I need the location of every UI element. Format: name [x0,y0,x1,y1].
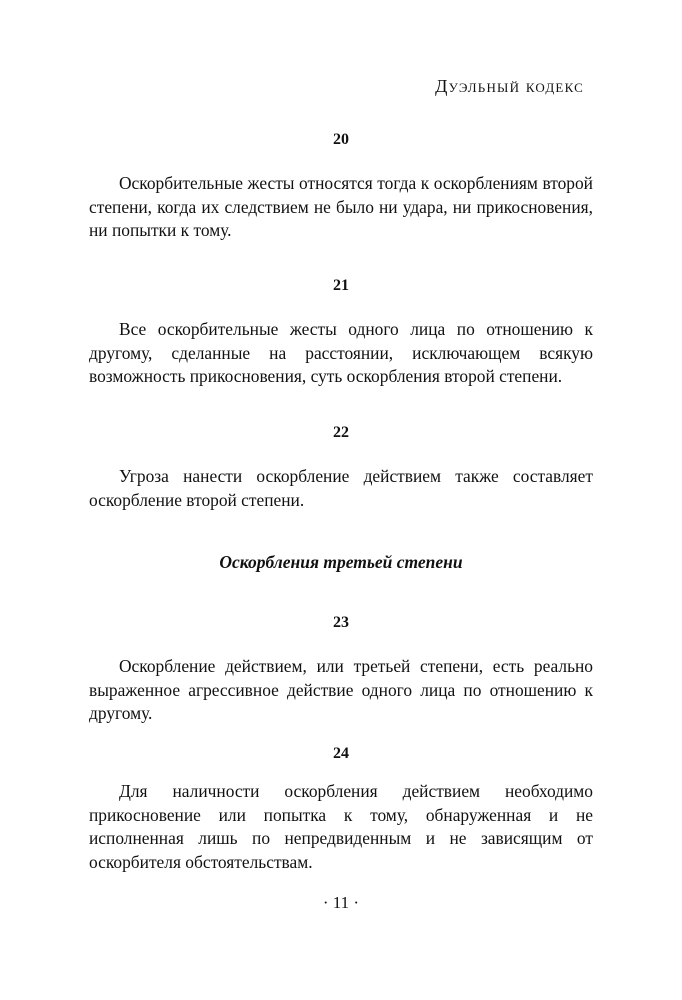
section-title: Оскорбления третьей степени [219,552,463,572]
article-text-21: Все оскорбительные жесты одного лица по отношению к другому, сделанные на расстоянии, исключающем всякую возможность прикосновения, суть оскорбления второй степени. [89,319,593,386]
running-header: Дуэльный кодекс [435,76,584,96]
article-text-20: Оскорбительные жесты относятся тогда к оскорблениям второй степени, когда их следствием не было ни удара, ни прикосновения, ни попытки к тому. [89,173,593,240]
article-number-23: 23 [333,614,349,631]
article-text-23: Оскорбление действием, или третьей степени, есть реально выраженное агрессивное действие одного лица по отношению к другому. [89,656,593,723]
article-text-22: Угроза нанести оскорбление действием также составляет оскорбление второй степени. [89,466,593,510]
article-number-20: 20 [333,131,349,148]
article-text-24: Для наличности оскорбления действием необходимо прикосновение или попытка к тому, обнаруженная и не исполненная лишь по непредвиденным и не зависящим от оскорбителя обстоятельствам. [89,781,593,872]
page-number: · 11 · [322,893,360,912]
article-number-22: 22 [333,424,349,441]
article-number-21: 21 [333,277,349,294]
article-number-24: 24 [333,745,349,762]
